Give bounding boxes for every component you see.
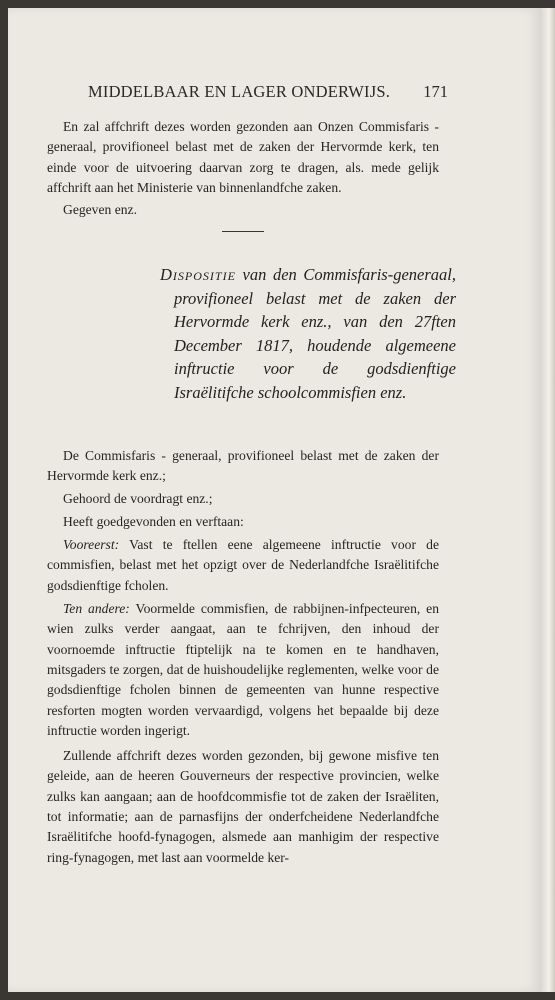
disposition-text: van den Commisfaris-generaal, provifioneel belast met de zaken der Hervormde kerk enz., van den 27ften December 1817, houdende algemeene inftructie voor de godsdienftige Israëlitifche schoolcommisfien enz. bbox=[174, 265, 456, 402]
paragraph-5-lead: Ten andere: bbox=[63, 601, 130, 617]
page-header bbox=[88, 80, 448, 106]
body-text bbox=[47, 446, 439, 868]
paragraph: En zal affchrift dezes worden gezonden aan Onzen Commisfaris - generaal, provifioneel belast met de zaken der Hervormde kerk, ten einde voor de uitvoering daarvan zorg te dragen, als. mede gelijk affchrift aan het Ministerie van binnenlandfche zaken. bbox=[47, 119, 439, 195]
page-number: 171 bbox=[423, 82, 448, 101]
page-edge bbox=[540, 8, 555, 992]
paragraph-1: De Commisfaris - generaal, provifioneel belast met de zaken der Hervormde kerk enz.; bbox=[47, 448, 439, 484]
paragraph-5 bbox=[47, 599, 439, 741]
paragraph-4-lead: Vooreerst: bbox=[63, 537, 120, 553]
paragraph-2: Gehoord de voordragt enz.; bbox=[63, 490, 213, 506]
paragraph-4 bbox=[47, 535, 439, 596]
disposition-heading bbox=[160, 263, 456, 405]
section-divider bbox=[222, 231, 264, 232]
paragraph-3: Heeft goedgevonden en verftaan: bbox=[63, 513, 244, 529]
running-head: MIDDELBAAR EN LAGER ONDERWIJS. bbox=[88, 82, 391, 101]
top-text bbox=[47, 117, 439, 220]
paragraph-5-text: Voormelde commisfien, de rabbijnen-infpecteuren, en wien zulks verder aangaat, aan te fchrijven, den inhoud der voornoemde inftructie ftiptelijk na te komen en te handhaven, mitsgaders te zorgen, dat de huishoudelijke reglementen, welke voor de godsdienftige fcholen binnen de gemeenten van hunne respective resforten mogten worden vervaardigd, volgens het bepaalde bij deze inftructie worden ingerigt. bbox=[47, 601, 440, 738]
closing-line: Gegeven enz. bbox=[63, 202, 137, 218]
disposition-lead: Dispositie bbox=[160, 265, 236, 284]
paragraph-4-text: Vast te ftellen eene algemeene inftructie voor de commisfien, belast met het opzigt over de Nederlandfche Israëlitifche godsdienftige fcholen. bbox=[47, 537, 439, 593]
paragraph-6: Zullende affchrift dezes worden gezonden, bij gewone misfive ten geleide, aan de heeren Gouverneurs der respective provincien, welke zulks kan aangaan; aan de hoofdcommisfie tot de zaken der Israëliten, tot informatie; aan de parnasfijns der onderfcheidene Nederlandfche Israëlitifche hoofd-fynagogen, alsmede aan manhigim der respective ring-fynagogen, met last aan voormelde ker- bbox=[47, 748, 439, 865]
